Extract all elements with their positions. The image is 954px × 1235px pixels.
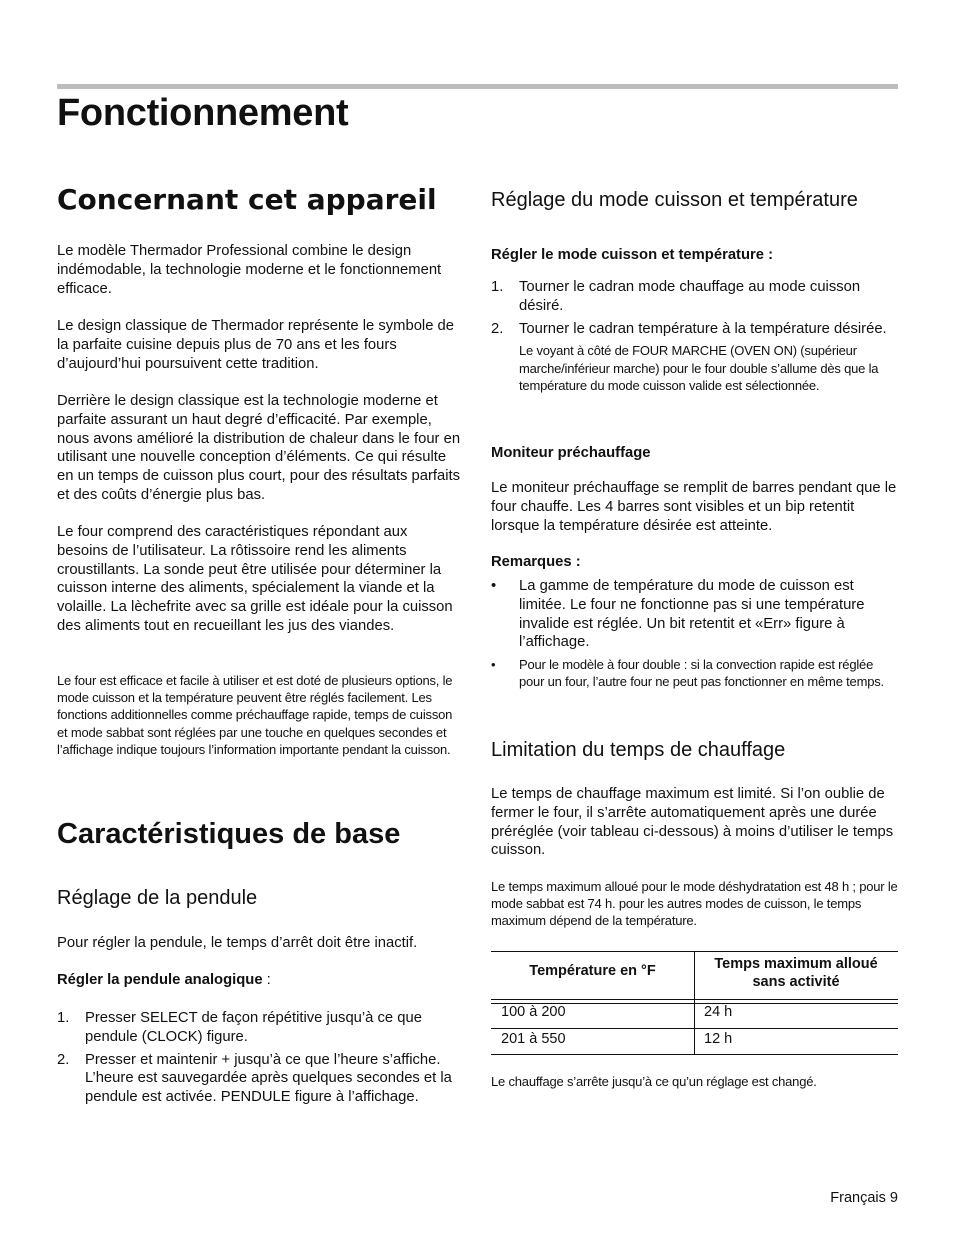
about-paragraph-4: Le four comprend des caractéristiques répondant aux besoins de l’utilisateur. La rôtissoire rend les aliments croustillants. La sonde peut être utilisée pour déterminer la cuisson interne des aliments, spécialement la viande et la volaille. La lèchefrite avec sa grille est idéale pour la cuisson des aliments tout en recueillant les jus des viandes. (57, 524, 453, 634)
step-number: 2. (57, 1051, 70, 1068)
list-item (57, 1009, 462, 1047)
clock-steps (57, 1009, 462, 1107)
section-title-about: Concernant cet appareil (57, 183, 437, 216)
subsection-title-mode: Réglage du mode cuisson et température (491, 189, 858, 211)
list-item (57, 1051, 462, 1107)
step-note (491, 342, 901, 394)
clock-label-suffix: : (262, 972, 271, 988)
subsection-title-clock: Réglage de la pendule (57, 887, 258, 909)
table-note: Le chauffage s’arrête jusqu’à ce qu’un réglage est changé. (491, 1074, 817, 1089)
bullet-mark: • (491, 657, 496, 673)
table-header-temperature: Température en °F (529, 963, 656, 979)
preheat-paragraph: Le moniteur préchauffage se remplit de barres pendant que le four chauffe. Les 4 barres sont visibles et un bip retentit lorsque la température désirée est atteinte. (491, 480, 897, 534)
list-item (491, 577, 901, 652)
table-row-1-temp: 100 à 200 (501, 1004, 566, 1020)
title-rule (57, 84, 898, 89)
step-text: Tourner le cadran mode chauffage au mode cuisson désiré. (519, 279, 861, 314)
list-item (491, 320, 901, 339)
step-note-text: Le voyant à côté de FOUR MARCHE (OVEN ON) (supérieur marche/inférieur marche) pour le four double s’allume dès que la température du mode cuisson valide est sélectionnée. (519, 343, 879, 393)
about-paragraph-2: Le design classique de Thermador représente le symbole de la parfaite cuisine depuis plus de 70 ans et les fours d’aujourd’hui poursuivent cette tradition. (57, 318, 455, 372)
list-item (491, 278, 901, 316)
table-row-1-time: 24 h (704, 1004, 733, 1020)
subsection-title-limit: Limitation du temps de chauffage (491, 739, 786, 761)
limit-paragraph-1: Le temps de chauffage maximum est limité. Si l’on oublie de fermer le four, il s’arrête automatiquement après une durée préréglée (voir tableau ci-dessous) à moins d’utiliser le temps cuisson. (491, 786, 894, 859)
step-text: Presser et maintenir + jusqu’à ce que l’heure s’affiche. L’heure est sauvegardée après quelques secondes et la pendule est activée. PENDULE figure à l’affichage. (85, 1051, 452, 1106)
page-title: Fonctionnement (57, 92, 349, 134)
clock-intro: Pour régler la pendule, le temps d’arrêt doit être inactif. (57, 935, 418, 951)
about-paragraph-1: Le modèle Thermador Professional combine le design indémodable, la technologie moderne et le fonctionnement efficace. (57, 243, 442, 297)
remarks-label: Remarques : (491, 554, 581, 570)
table-row-2-temp: 201 à 550 (501, 1031, 566, 1047)
table-header-rule-1 (491, 999, 898, 1000)
limit-paragraph-2: Le temps maximum alloué pour le mode déshydratation est 48 h ; pour le mode sabbat est 74 h. pour les autres modes de cuisson, le temps maximum dépend de la température. (491, 879, 898, 929)
section-title-basics: Caractéristiques de base (57, 818, 401, 850)
clock-label-bold: Régler la pendule analogique (57, 972, 263, 988)
mode-steps (491, 278, 901, 394)
mode-label: Régler le mode cuisson et température : (491, 247, 774, 263)
about-paragraph-3: Derrière le design classique est la technologie moderne et parfaite assurant un haut degré d’efficacité. Par exemple, nous avons amélioré la distribution de chaleur dans le four en utilisant une nouvelle conception d’éléments. Ce qui résulte en un temps de cuisson plus court, pour des résultats parfaits et des coûts d’énergie plus bas. (57, 393, 461, 503)
table-row-2-time: 12 h (704, 1031, 733, 1047)
page-footer: Français 9 (830, 1190, 898, 1206)
table-row-rule (491, 1028, 898, 1029)
remarks-list (491, 577, 901, 691)
about-paragraph-5: Le four est efficace et facile à utiliser et est doté de plusieurs options, le mode cuisson et la température peuvent être réglés facilement. Les fonctions additionnelles comme préchauffage rapide, temps de cuisson et mode sabbat sont réglées par une touche en quelques secondes et l’affichage indique toujours l’information importante pendant la cuisson. (57, 673, 453, 757)
bullet-mark: • (491, 578, 497, 594)
step-number: 1. (491, 279, 504, 295)
step-number: 1. (57, 1010, 70, 1026)
step-text: Presser SELECT de façon répétitive jusqu’à ce que pendule (CLOCK) figure. (85, 1010, 422, 1045)
list-item (491, 656, 901, 690)
table-bottom-rule (491, 1054, 898, 1055)
table-header-time: Temps maximum alloué sans activité (714, 956, 878, 990)
step-text: Tourner le cadran température à la température désirée. (519, 320, 887, 337)
preheat-label: Moniteur préchauffage (491, 445, 651, 461)
step-number: 2. (491, 320, 504, 337)
bullet-text: La gamme de température du mode de cuisson est limitée. Le four ne fonctionne pas si une température invalide est réglée. Un bit retentit et «Err» figure à l’affichage. (519, 578, 865, 651)
bullet-text: Pour le modèle à four double : si la convection rapide est réglée pour un four, l’autre four ne peut pas fonctionner en même temps. (519, 657, 884, 690)
clock-label (57, 971, 462, 990)
